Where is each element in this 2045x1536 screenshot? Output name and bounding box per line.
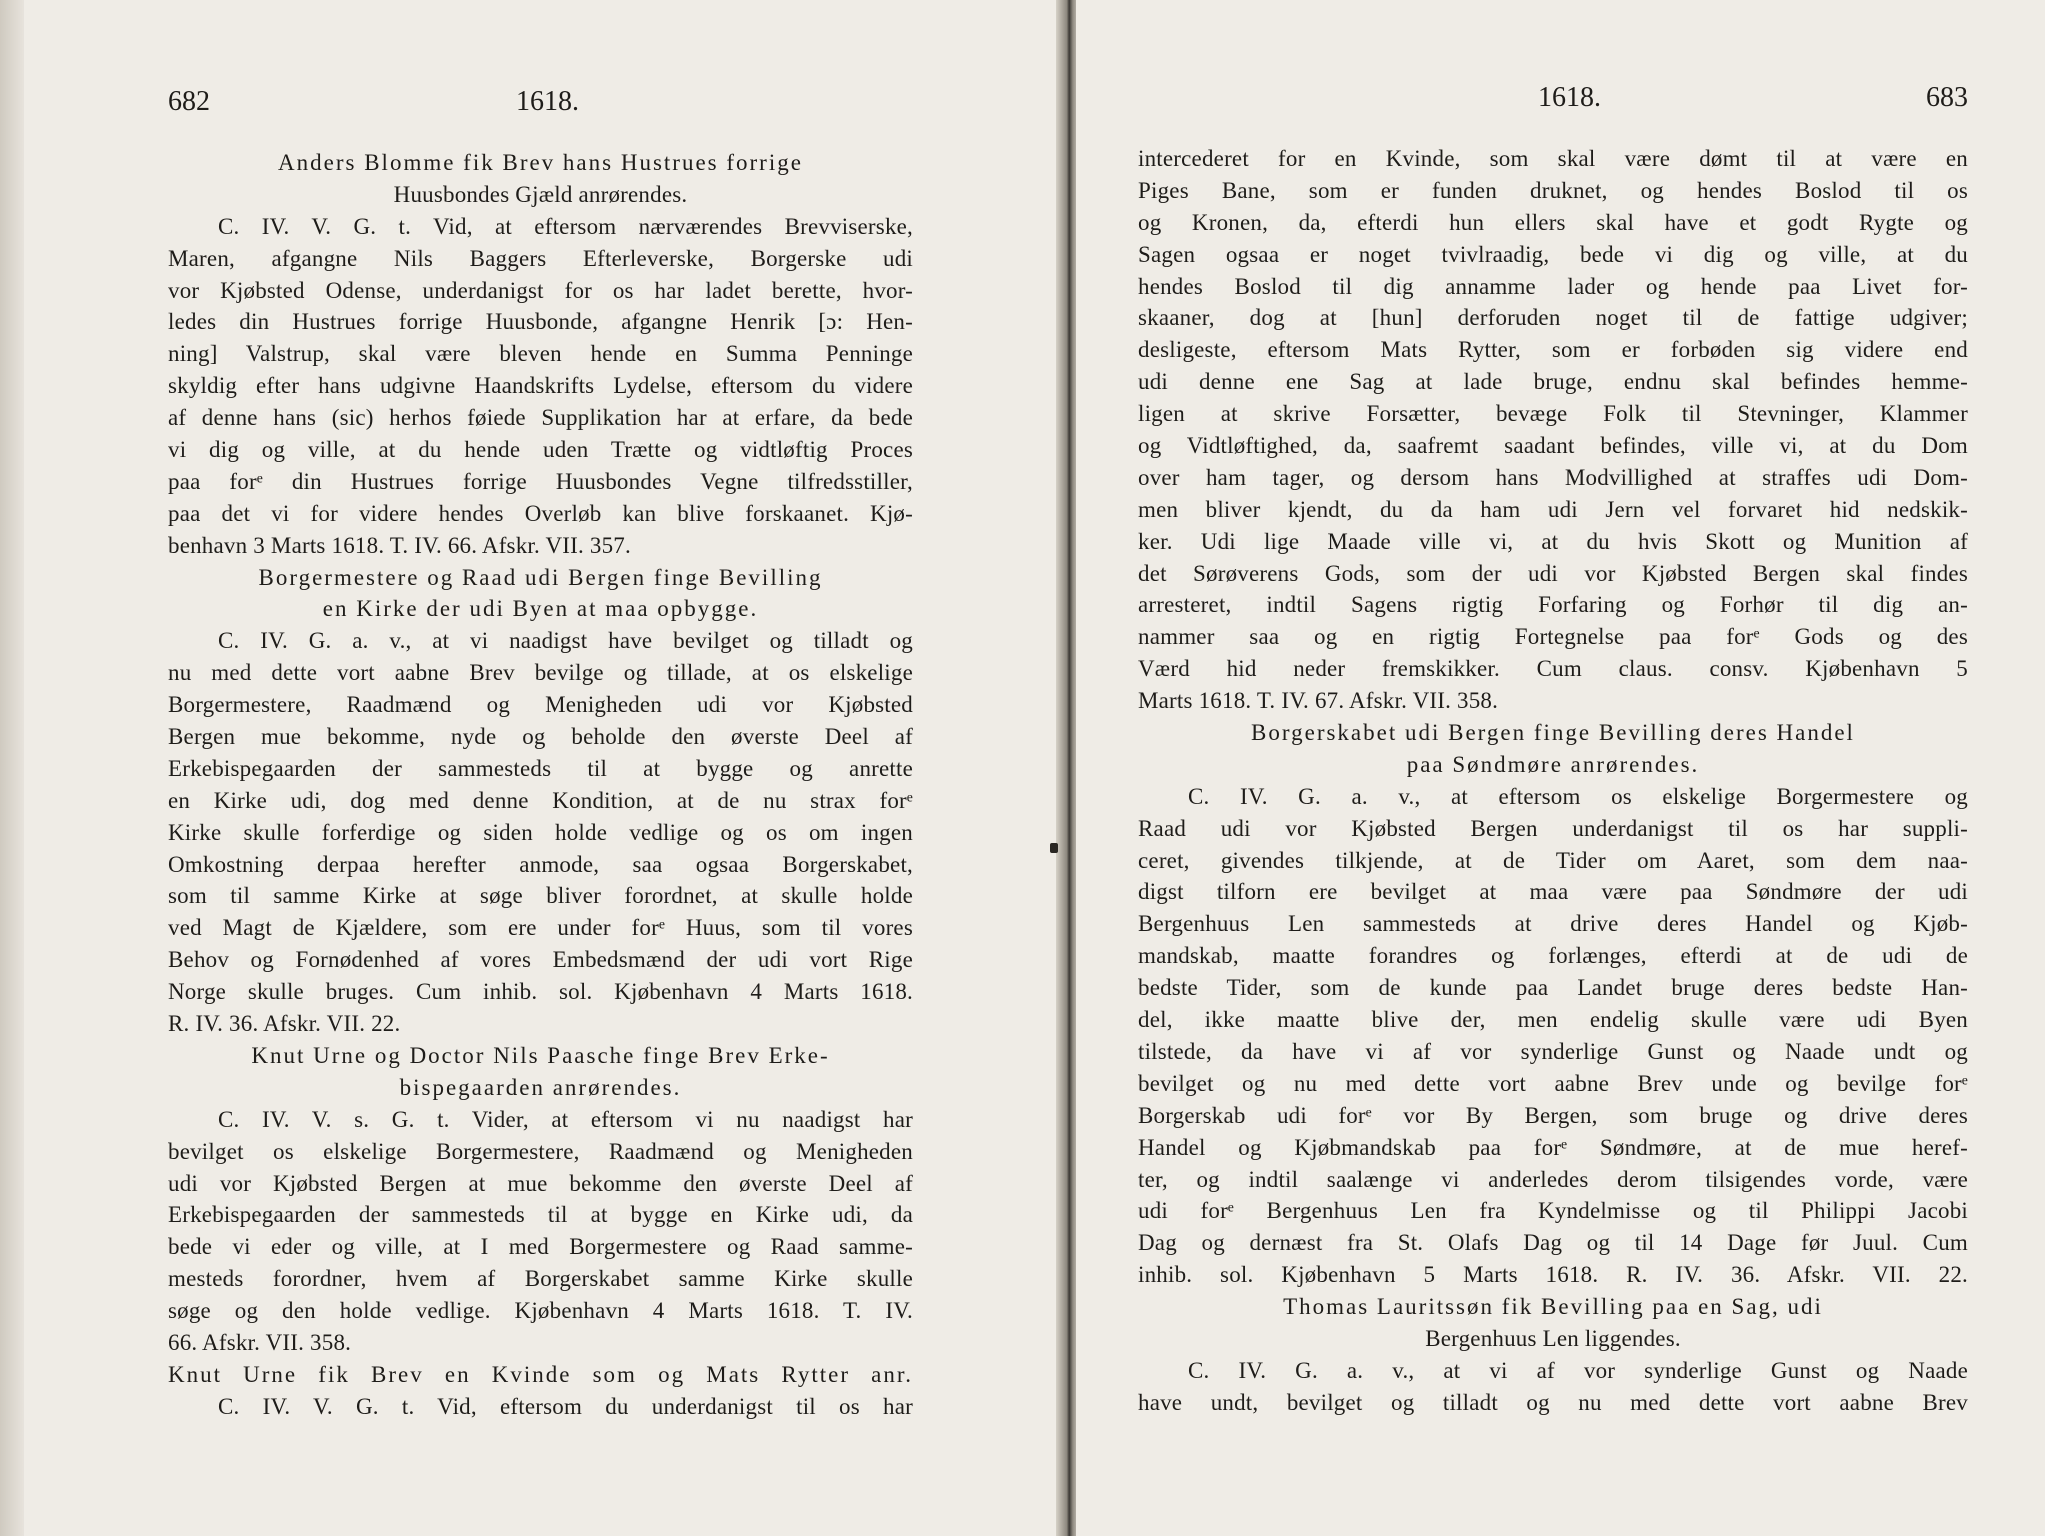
gutter-mark (1050, 843, 1058, 853)
text-line: mandskab, maatte forandres og forlænges, efterdi at de udi de (1138, 943, 1968, 969)
text-line: Omkostning derpaa herefter anmode, saa ogsaa Borgerskabet, (168, 851, 913, 877)
text-line: udi vor Kjøbsted Bergen at mue bekomme den øverste Deel af (168, 1170, 913, 1196)
text-line: ligen at skrive Forsætter, bevæge Folk til Stevninger, Klammer (1138, 401, 1968, 427)
page-number: 682 (168, 86, 210, 117)
right-header (1138, 82, 1968, 122)
text-line: Handel og Kjøbmandskab paa forᵉ Søndmøre, at de mue heref- (1138, 1134, 1968, 1160)
text-line: R. IV. 36. Afskr. VII. 22. (168, 1011, 401, 1037)
text-line: ter, og indtil saalænge vi anderledes derom tilsigendes vorde, være (1138, 1166, 1968, 1192)
text-line: skyldig efter hans udgivne Haandskrifts Lydelse, eftersom du videre (168, 373, 913, 399)
text-line: inhib. sol. Kjøbenhavn 5 Marts 1618. R. IV. 36. Afskr. VII. 22. (1138, 1262, 1968, 1288)
entry-heading: Thomas Lauritssøn fik Bevilling paa en Sag, udi (1283, 1294, 1823, 1320)
text-line: søge og den holde vedlige. Kjøbenhavn 4 Marts 1618. T. IV. (168, 1298, 913, 1324)
text-line: bedste Tider, som de kunde paa Landet bruge deres bedste Han- (1138, 975, 1968, 1001)
text-line: Borgermestere, Raadmænd og Menigheden udi vor Kjøbsted (168, 692, 913, 718)
entry-heading: Knut Urne fik Brev en Kvinde som og Mats Rytter anr. (168, 1361, 913, 1387)
entry-heading: paa Søndmøre anrørendes. (1406, 751, 1700, 777)
text-line: benhavn 3 Marts 1618. T. IV. 66. Afskr. VII. 357. (168, 532, 631, 558)
text-line: 66. Afskr. VII. 358. (168, 1329, 352, 1355)
left-header (168, 86, 913, 126)
text-line: ceret, givendes tilkjende, at de Tider om Aaret, som dem naa- (1138, 847, 1968, 873)
text-line: C. IV. V. G. t. Vid, eftersom du underdanigst til os har (218, 1393, 913, 1419)
text-line: Piges Bane, som er funden druknet, og hendes Boslod til os (1138, 177, 1968, 203)
text-line: Norge skulle bruges. Cum inhib. sol. Kjøbenhavn 4 Marts 1618. (168, 979, 913, 1005)
text-line: C. IV. V. G. t. Vid, at eftersom nærværendes Brevviserske, (218, 213, 913, 239)
right-page (1076, 0, 2045, 1536)
text-line: paa det vi for videre hendes Overløb kan blive forskaanet. Kjø- (168, 500, 913, 526)
text-line: C. IV. G. a. v., at vi af vor synderlige Gunst og Naade (1188, 1357, 1968, 1383)
text-line: bevilget os elskelige Borgermestere, Raadmænd og Menigheden (168, 1138, 913, 1164)
text-line: ledes din Hustrues forrige Huusbonde, afgangne Henrik [ɔ: Hen- (168, 309, 913, 335)
text-line: del, ikke maatte blive der, men endelig skulle være udi Byen (1138, 1007, 1968, 1033)
text-line: tilstede, da have vi af vor synderlige Gunst og Naade undt og (1138, 1038, 1968, 1064)
text-line: ved Magt de Kjældere, som ere under forᵉ Huus, som til vores (168, 915, 913, 941)
text-line: Dag og dernæst fra St. Olafs Dag og til 14 Dage før Juul. Cum (1138, 1230, 1968, 1256)
text-line: en Kirke udi, dog med denne Kondition, at de nu strax forᵉ (168, 787, 913, 813)
text-line: nu med dette vort aabne Brev bevilge og tillade, at os elskelige (168, 660, 913, 686)
text-line: hendes Boslod til dig annamme lader og hende paa Livet for- (1138, 273, 1968, 299)
text-line: digst tilforn ere bevilget at maa være paa Søndmøre der udi (1138, 879, 1968, 905)
text-line: Bergenhuus Len sammesteds at drive deres Handel og Kjøb- (1138, 911, 1968, 937)
text-line: som til samme Kirke at søge bliver forordnet, at skulle holde (168, 883, 913, 909)
text-line: og Kronen, da, efterdi hun ellers skal have et godt Rygte og (1138, 209, 1968, 235)
text-line: Marts 1618. T. IV. 67. Afskr. VII. 358. (1138, 688, 1499, 714)
text-line: mesteds forordner, hvem af Borgerskabet samme Kirke skulle (168, 1266, 913, 1292)
entry-heading: Borgerskabet udi Bergen finge Bevilling deres Handel (1251, 720, 1855, 746)
entry-heading: en Kirke der udi Byen at maa opbygge. (322, 596, 759, 622)
running-head: 1618. (516, 86, 579, 117)
text-line: desligeste, eftersom Mats Rytter, som er forbøden sig videre end (1138, 337, 1968, 363)
entry-heading: Huusbondes Gjæld anrørendes. (393, 181, 688, 207)
text-line: det Sørøverens Gods, som der udi vor Kjøbsted Bergen skal findes (1138, 560, 1968, 586)
text-line: Bergen mue bekomme, nyde og beholde den øverste Deel af (168, 724, 913, 750)
entry-heading: Knut Urne og Doctor Nils Paasche finge Brev Erke- (251, 1042, 830, 1068)
text-line: bevilget og nu med dette vort aabne Brev unde og bevilge forᵉ (1138, 1070, 1968, 1096)
text-line: Maren, afgangne Nils Baggers Efterleverske, Borgerske udi (168, 245, 913, 271)
text-line: ker. Udi lige Maade ville vi, at du hvis Skott og Munition af (1138, 528, 1968, 554)
entry-heading: Bergenhuus Len liggendes. (1425, 1325, 1681, 1351)
text-line: Kirke skulle forferdige og siden holde vedlige og os om ingen (168, 819, 913, 845)
text-line: skaaner, dog at [hun] derforuden noget til de fattige udgiver; (1138, 305, 1968, 331)
text-line: Sagen ogsaa er noget tvivlraadig, bede vi dig og ville, at du (1138, 241, 1968, 267)
text-line: intercederet for en Kvinde, som skal være dømt til at være en (1138, 146, 1968, 171)
text-line: og Vidtløftighed, da, saafremt saadant befindes, ville vi, at du Dom (1138, 433, 1968, 459)
text-line: Behov og Fornødenhed af vores Embedsmænd der udi vort Rige (168, 947, 913, 973)
text-line: Erkebispegaarden der sammesteds til at bygge en Kirke udi, da (168, 1202, 913, 1228)
text-line: Borgerskab udi forᵉ vor By Bergen, som bruge og drive deres (1138, 1102, 1968, 1128)
text-line: vi dig og ville, at du hende uden Trætte og vidtløftig Proces (168, 437, 913, 463)
text-line: C. IV. G. a. v., at eftersom os elskelige Borgermestere og (1188, 783, 1968, 809)
text-line: nammer saa og en rigtig Fortegnelse paa forᵉ Gods og des (1138, 624, 1968, 650)
text-line: af denne hans (sic) herhos føiede Supplikation har at erfare, da bede (168, 405, 913, 431)
text-line: over ham tager, og dersom hans Modvillighed at straffes udi Dom- (1138, 464, 1968, 490)
right-body-text (1138, 143, 1968, 1419)
text-line: ning] Valstrup, skal være bleven hende en Summa Penninge (168, 341, 913, 367)
text-line: vor Kjøbsted Odense, underdanigst for os har ladet berette, hvor- (168, 277, 913, 303)
text-line: Raad udi vor Kjøbsted Bergen underdanigst til os har suppli- (1138, 815, 1968, 841)
text-line: have undt, bevilget og tilladt og nu med dette vort aabne Brev (1138, 1389, 1968, 1415)
text-line: arresteret, indtil Sagens rigtig Forfaring og Forhør til dig an- (1138, 592, 1968, 618)
page-edge (0, 0, 24, 1536)
entry-heading: Anders Blomme fik Brev hans Hustrues forrige (278, 150, 803, 175)
running-head: 1618. (1538, 82, 1601, 113)
text-line: udi denne ene Sag at lade bruge, endnu skal befindes hemme- (1138, 369, 1968, 395)
text-line: bede vi eder og ville, at I med Borgermestere og Raad samme- (168, 1234, 913, 1260)
text-line: Erkebispegaarden der sammesteds til at bygge og anrette (168, 755, 913, 781)
text-line: C. IV. V. s. G. t. Vider, at eftersom vi nu naadigst har (218, 1106, 913, 1132)
entry-heading: bispegaarden anrørendes. (399, 1074, 682, 1100)
text-line: men bliver kjendt, du da ham udi Jern vel forvaret hid nedskik- (1138, 496, 1968, 522)
left-body-text (168, 147, 913, 1423)
text-line: udi forᵉ Bergenhuus Len fra Kyndelmisse og til Philippi Jacobi (1138, 1198, 1968, 1224)
text-line: C. IV. G. a. v., at vi naadigst have bevilget og tilladt og (218, 628, 913, 654)
text-line: paa forᵉ din Hustrues forrige Huusbondes Vegne tilfredsstiller, (168, 468, 913, 494)
page-number: 683 (1926, 82, 1968, 113)
entry-heading: Borgermestere og Raad udi Bergen finge Bevilling (258, 564, 823, 590)
text-line: Værd hid neder fremskikker. Cum claus. consv. Kjøbenhavn 5 (1138, 656, 1968, 682)
